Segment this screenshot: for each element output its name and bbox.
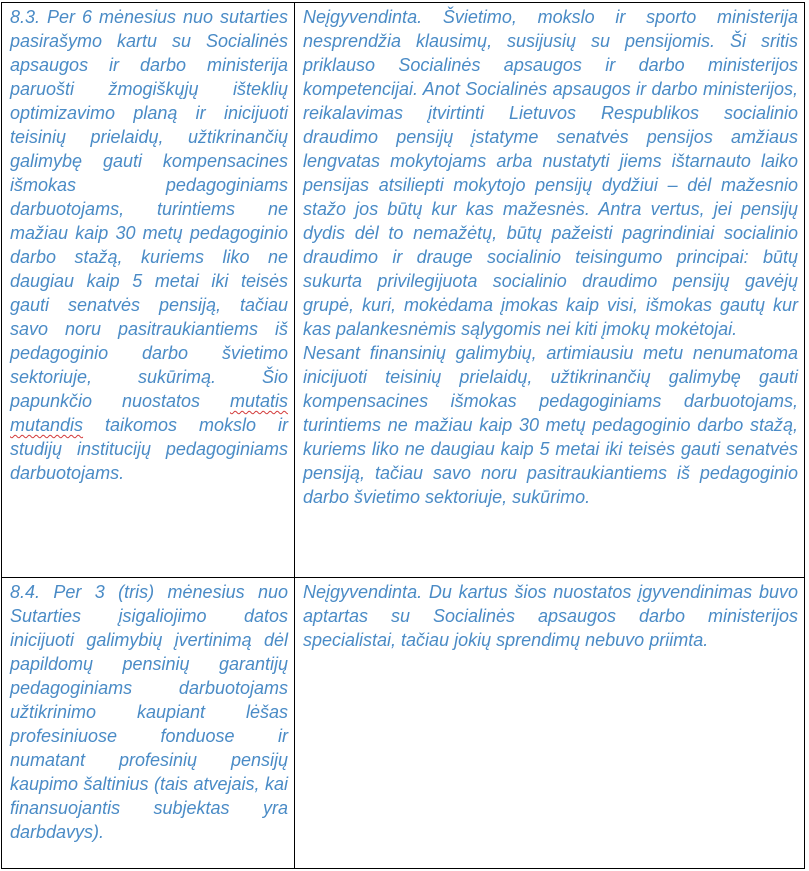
provision-text-8-3-part1: 8.3. Per 6 mėnesius nuo sutarties pasirašymo kartu su Socialinės apsaugos ir darbo ministerija paruošti žmogiškųjų išteklių optimizavimo planą ir inicijuoti teisinių prielaidų, užtikrinančių galimybę gauti kompensacines išmokas pedagoginiams darbuotojams, turintiems ne mažiau kaip 30 metų pedagoginio darbo stažą, kuriems liko ne daugiau kaip 5 metai iki teisės gauti senatvės pensiją, tačiau savo noru pasitraukiantiems iš pedagoginio darbo švietimo sektoriuje, sukūrimą. Šio papunkčio nuostatos [10,7,288,411]
status-cell-8-3[interactable] [295,3,805,578]
status-cell-8-4[interactable] [295,578,805,869]
table-row [2,3,805,578]
status-paragraph-2: Nesant finansinių galimybių, artimiausiu metu nenumatoma inicijuoti teisinių prielaidų, užtikrinančių galimybę gauti kompensacines išmokas pedagoginiams darbuotojams, turintiems ne mažiau kaip 30 metų pedagoginio darbo stažą, kuriems liko ne daugiau kaip 5 metai iki teisės gauti senatvės pensiją, tačiau savo noru pasitraukiantiems iš pedagoginio darbo švietimo sektoriuje, sukūrimo. [303,343,798,507]
latin-term-mutatis: mutatis [229,391,288,411]
status-paragraph-1: Neįgyvendinta. Švietimo, mokslo ir sporto ministerija nesprendžia klausimų, susijusių su pensijomis. Ši sritis priklauso Socialinės apsaugos ir darbo ministerijos kompetencijai. Anot Socialinės apsaugos ir darbo ministerijos, reikalavimas įtvirtinti Lietuvos Respublikos socialinio draudimo pensijų įstatyme senatvės pensijos amžiaus lengvatas mokytojams arba nustatyti jiems ištarnauto laiko pensijas atsiliepti mokytojo pensijų dydžiui – dėl mažesnio stažo jos būtų kur kas mažesnės. Antra vertus, jei pensijų dydis dėl to nemažėtų, būtų pažeisti pagrindiniai socialinio draudimo ir drauge socialinio teisingumo principai: būtų sukurta privilegijuota socialinio draudimo pensijų gavėjų grupė, kuri, mokėdama įmokas kaip visi, išmokas gautų kur kas palankesnėmis sąlygomis nei kiti įmokų mokėtojai. [303,7,798,339]
provision-cell-8-4[interactable] [2,578,295,869]
status-text-8-4: Neįgyvendinta. Du kartus šios nuostatos įgyvendinimas buvo aptartas su Socialinės apsaugos darbo ministerijos specialistai, tačiau jokių sprendimų nebuvo priimta. [303,582,798,650]
document-table [1,2,805,869]
table-row [2,578,805,869]
provision-text-8-3-part2: taikomos mokslo ir studijų institucijų pedagoginiams darbuotojams. [10,415,288,483]
provision-cell-8-3[interactable] [2,3,295,578]
latin-term-mutandis: mutandis [10,415,84,435]
provision-text-8-3 [10,5,288,485]
provision-text-8-4: 8.4. Per 3 (tris) mėnesius nuo Sutarties įsigaliojimo datos inicijuoti galimybių įvertinimą dėl papildomų pensinių garantijų pedagoginiams darbuotojams užtikrinimo kaupiant lėšas profesiniuose fonduose ir numatant profesinių pensijų kaupimo šaltinius (tais atvejais, kai finansuojantis subjektas yra darbdavys). [10,582,288,842]
